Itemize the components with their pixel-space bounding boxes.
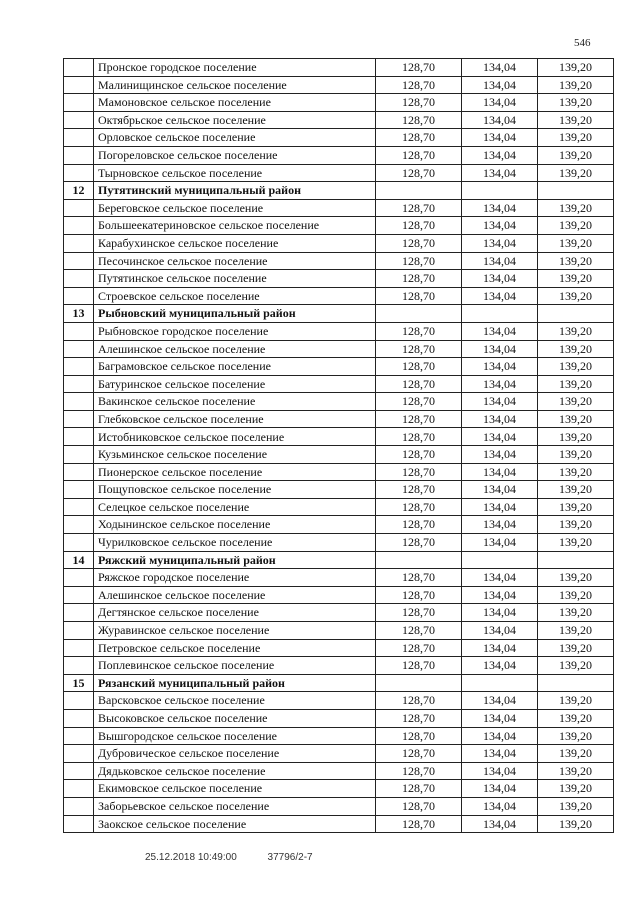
- value-col-2: 134,04: [462, 252, 538, 270]
- table-row: [64, 481, 614, 499]
- settlement-name: Карабухинское сельское поселение: [94, 234, 376, 252]
- value-col-1: 128,70: [376, 586, 462, 604]
- tariff-table: [63, 58, 614, 833]
- value-col-2: [462, 305, 538, 323]
- value-col-2: 134,04: [462, 446, 538, 464]
- settlement-name: Пионерское сельское поселение: [94, 463, 376, 481]
- value-col-3: 139,20: [538, 358, 614, 376]
- table-row: [64, 692, 614, 710]
- district-name: Путятинский муниципальный район: [94, 182, 376, 200]
- value-col-3: 139,20: [538, 498, 614, 516]
- footer: [145, 852, 313, 863]
- value-col-2: 134,04: [462, 657, 538, 675]
- value-col-3: 139,20: [538, 745, 614, 763]
- value-col-3: 139,20: [538, 622, 614, 640]
- row-number: [64, 428, 94, 446]
- table-row: [64, 340, 614, 358]
- district-header-row: [64, 305, 614, 323]
- row-number: [64, 481, 94, 499]
- value-col-3: 139,20: [538, 270, 614, 288]
- value-col-2: [462, 551, 538, 569]
- value-col-1: 128,70: [376, 797, 462, 815]
- table-row: [64, 516, 614, 534]
- row-number: [64, 393, 94, 411]
- row-number: [64, 657, 94, 675]
- value-col-2: 134,04: [462, 481, 538, 499]
- table-row: [64, 463, 614, 481]
- table-row: [64, 322, 614, 340]
- value-col-1: 128,70: [376, 446, 462, 464]
- value-col-2: 134,04: [462, 111, 538, 129]
- row-number: [64, 340, 94, 358]
- value-col-2: 134,04: [462, 639, 538, 657]
- table-row: [64, 252, 614, 270]
- value-col-1: 128,70: [376, 146, 462, 164]
- value-col-3: 139,20: [538, 780, 614, 798]
- value-col-1: 128,70: [376, 692, 462, 710]
- value-col-3: 139,20: [538, 59, 614, 77]
- table-row: [64, 270, 614, 288]
- settlement-name: Алешинское сельское поселение: [94, 340, 376, 358]
- value-col-1: 128,70: [376, 217, 462, 235]
- value-col-3: 139,20: [538, 569, 614, 587]
- value-col-1: 128,70: [376, 375, 462, 393]
- settlement-name: Вакинское сельское поселение: [94, 393, 376, 411]
- row-number: 14: [64, 551, 94, 569]
- settlement-name: Высоковское сельское поселение: [94, 709, 376, 727]
- table-row: [64, 534, 614, 552]
- value-col-3: 139,20: [538, 815, 614, 833]
- table-row: [64, 234, 614, 252]
- value-col-3: 139,20: [538, 340, 614, 358]
- settlement-name: Баграмовское сельское поселение: [94, 358, 376, 376]
- value-col-3: 139,20: [538, 657, 614, 675]
- value-col-1: 128,70: [376, 780, 462, 798]
- value-col-3: [538, 305, 614, 323]
- value-col-1: [376, 182, 462, 200]
- value-col-3: 139,20: [538, 692, 614, 710]
- row-number: 13: [64, 305, 94, 323]
- value-col-3: 139,20: [538, 164, 614, 182]
- settlement-name: Алешинское сельское поселение: [94, 586, 376, 604]
- row-number: [64, 322, 94, 340]
- value-col-2: 134,04: [462, 516, 538, 534]
- value-col-3: 139,20: [538, 252, 614, 270]
- value-col-2: 134,04: [462, 287, 538, 305]
- table-row: [64, 358, 614, 376]
- table-row: [64, 586, 614, 604]
- table-row: [64, 762, 614, 780]
- value-col-3: 139,20: [538, 534, 614, 552]
- row-number: 15: [64, 674, 94, 692]
- row-number: [64, 446, 94, 464]
- value-col-2: 134,04: [462, 76, 538, 94]
- value-col-2: 134,04: [462, 129, 538, 147]
- value-col-3: [538, 551, 614, 569]
- table-row: [64, 94, 614, 112]
- settlement-name: Ходынинское сельское поселение: [94, 516, 376, 534]
- value-col-2: 134,04: [462, 410, 538, 428]
- row-number: [64, 639, 94, 657]
- row-number: [64, 516, 94, 534]
- value-col-1: 128,70: [376, 199, 462, 217]
- settlement-name: Вышгородское сельское поселение: [94, 727, 376, 745]
- table-row: [64, 146, 614, 164]
- value-col-2: 134,04: [462, 762, 538, 780]
- table-row: [64, 657, 614, 675]
- settlement-name: Батуринское сельское поселение: [94, 375, 376, 393]
- settlement-name: Петровское сельское поселение: [94, 639, 376, 657]
- value-col-1: 128,70: [376, 287, 462, 305]
- value-col-2: 134,04: [462, 164, 538, 182]
- value-col-1: 128,70: [376, 234, 462, 252]
- value-col-2: 134,04: [462, 622, 538, 640]
- row-number: [64, 287, 94, 305]
- settlement-name: Мамоновское сельское поселение: [94, 94, 376, 112]
- value-col-1: 128,70: [376, 639, 462, 657]
- value-col-1: [376, 551, 462, 569]
- value-col-2: 134,04: [462, 569, 538, 587]
- table-row: [64, 709, 614, 727]
- value-col-1: 128,70: [376, 410, 462, 428]
- value-col-1: 128,70: [376, 622, 462, 640]
- settlement-name: Строевское сельское поселение: [94, 287, 376, 305]
- row-number: [64, 534, 94, 552]
- table-row: [64, 622, 614, 640]
- settlement-name: Рыбновское городское поселение: [94, 322, 376, 340]
- row-number: [64, 76, 94, 94]
- table-row: [64, 780, 614, 798]
- value-col-3: 139,20: [538, 463, 614, 481]
- settlement-name: Песочинское сельское поселение: [94, 252, 376, 270]
- settlement-name: Заборьевское сельское поселение: [94, 797, 376, 815]
- row-number: [64, 358, 94, 376]
- row-number: [64, 252, 94, 270]
- row-number: [64, 709, 94, 727]
- row-number: [64, 234, 94, 252]
- page-number: 546: [574, 37, 591, 49]
- value-col-2: 134,04: [462, 270, 538, 288]
- value-col-1: 128,70: [376, 59, 462, 77]
- table-row: [64, 164, 614, 182]
- value-col-3: 139,20: [538, 129, 614, 147]
- table-row: [64, 797, 614, 815]
- value-col-3: 139,20: [538, 604, 614, 622]
- value-col-3: 139,20: [538, 111, 614, 129]
- table-row: [64, 815, 614, 833]
- row-number: [64, 745, 94, 763]
- value-col-3: 139,20: [538, 146, 614, 164]
- footer-datetime: 25.12.2018 10:49:00: [145, 852, 237, 863]
- value-col-3: 139,20: [538, 446, 614, 464]
- value-col-2: 134,04: [462, 393, 538, 411]
- value-col-2: 134,04: [462, 815, 538, 833]
- value-col-3: 139,20: [538, 762, 614, 780]
- settlement-name: Орловское сельское поселение: [94, 129, 376, 147]
- value-col-2: 134,04: [462, 340, 538, 358]
- value-col-1: 128,70: [376, 727, 462, 745]
- settlement-name: Селецкое сельское поселение: [94, 498, 376, 516]
- table-body: [64, 59, 614, 833]
- settlement-name: Погореловское сельское поселение: [94, 146, 376, 164]
- value-col-1: 128,70: [376, 569, 462, 587]
- row-number: [64, 94, 94, 112]
- value-col-2: 134,04: [462, 498, 538, 516]
- value-col-3: 139,20: [538, 586, 614, 604]
- value-col-3: 139,20: [538, 410, 614, 428]
- value-col-2: 134,04: [462, 727, 538, 745]
- table-row: [64, 498, 614, 516]
- value-col-1: 128,70: [376, 270, 462, 288]
- value-col-3: 139,20: [538, 375, 614, 393]
- district-name: Ряжский муниципальный район: [94, 551, 376, 569]
- value-col-2: 134,04: [462, 586, 538, 604]
- value-col-2: 134,04: [462, 322, 538, 340]
- settlement-name: Дегтянское сельское поселение: [94, 604, 376, 622]
- table-row: [64, 111, 614, 129]
- row-number: 12: [64, 182, 94, 200]
- row-number: [64, 692, 94, 710]
- value-col-2: 134,04: [462, 797, 538, 815]
- district-header-row: [64, 551, 614, 569]
- value-col-1: 128,70: [376, 762, 462, 780]
- value-col-3: 139,20: [538, 322, 614, 340]
- value-col-3: [538, 182, 614, 200]
- table-row: [64, 217, 614, 235]
- value-col-1: 128,70: [376, 815, 462, 833]
- value-col-3: 139,20: [538, 797, 614, 815]
- row-number: [64, 498, 94, 516]
- row-number: [64, 111, 94, 129]
- settlement-name: Дядьковское сельское поселение: [94, 762, 376, 780]
- value-col-1: 128,70: [376, 129, 462, 147]
- settlement-name: Чурилковское сельское поселение: [94, 534, 376, 552]
- row-number: [64, 780, 94, 798]
- value-col-2: 134,04: [462, 358, 538, 376]
- value-col-1: 128,70: [376, 428, 462, 446]
- row-number: [64, 270, 94, 288]
- row-number: [64, 622, 94, 640]
- value-col-2: 134,04: [462, 604, 538, 622]
- value-col-2: 134,04: [462, 375, 538, 393]
- value-col-3: 139,20: [538, 234, 614, 252]
- value-col-2: 134,04: [462, 709, 538, 727]
- value-col-2: 134,04: [462, 745, 538, 763]
- value-col-1: 128,70: [376, 534, 462, 552]
- row-number: [64, 164, 94, 182]
- table-row: [64, 446, 614, 464]
- row-number: [64, 569, 94, 587]
- settlement-name: Заокское сельское поселение: [94, 815, 376, 833]
- value-col-3: 139,20: [538, 481, 614, 499]
- table-row: [64, 76, 614, 94]
- table-row: [64, 428, 614, 446]
- value-col-3: 139,20: [538, 727, 614, 745]
- row-number: [64, 604, 94, 622]
- settlement-name: Пощуповское сельское поселение: [94, 481, 376, 499]
- row-number: [64, 463, 94, 481]
- table-row: [64, 375, 614, 393]
- row-number: [64, 146, 94, 164]
- value-col-1: 128,70: [376, 498, 462, 516]
- value-col-1: 128,70: [376, 393, 462, 411]
- value-col-2: 134,04: [462, 59, 538, 77]
- settlement-name: Путятинское сельское поселение: [94, 270, 376, 288]
- value-col-1: 128,70: [376, 604, 462, 622]
- settlement-name: Большеекатериновское сельское поселение: [94, 217, 376, 235]
- settlement-name: Кузьминское сельское поселение: [94, 446, 376, 464]
- row-number: [64, 217, 94, 235]
- row-number: [64, 762, 94, 780]
- row-number: [64, 586, 94, 604]
- settlement-name: Поплевинское сельское поселение: [94, 657, 376, 675]
- table-row: [64, 639, 614, 657]
- value-col-1: 128,70: [376, 340, 462, 358]
- table-row: [64, 727, 614, 745]
- value-col-3: 139,20: [538, 76, 614, 94]
- table-row: [64, 745, 614, 763]
- settlement-name: Ряжское городское поселение: [94, 569, 376, 587]
- value-col-2: 134,04: [462, 199, 538, 217]
- value-col-3: 139,20: [538, 94, 614, 112]
- value-col-2: [462, 182, 538, 200]
- table-row: [64, 569, 614, 587]
- row-number: [64, 815, 94, 833]
- value-col-3: 139,20: [538, 217, 614, 235]
- value-col-2: 134,04: [462, 692, 538, 710]
- value-col-1: 128,70: [376, 111, 462, 129]
- district-name: Рыбновский муниципальный район: [94, 305, 376, 323]
- settlement-name: Малинищинское сельское поселение: [94, 76, 376, 94]
- value-col-2: 134,04: [462, 428, 538, 446]
- table-row: [64, 393, 614, 411]
- value-col-1: 128,70: [376, 358, 462, 376]
- value-col-2: 134,04: [462, 146, 538, 164]
- value-col-2: 134,04: [462, 217, 538, 235]
- value-col-1: 128,70: [376, 481, 462, 499]
- value-col-2: 134,04: [462, 234, 538, 252]
- value-col-1: 128,70: [376, 745, 462, 763]
- value-col-1: 128,70: [376, 657, 462, 675]
- value-col-1: 128,70: [376, 76, 462, 94]
- district-name: Рязанский муниципальный район: [94, 674, 376, 692]
- value-col-3: [538, 674, 614, 692]
- table-row: [64, 604, 614, 622]
- footer-document-id: 37796/2-7: [267, 852, 313, 863]
- settlement-name: Журавинское сельское поселение: [94, 622, 376, 640]
- value-col-3: 139,20: [538, 393, 614, 411]
- value-col-1: 128,70: [376, 164, 462, 182]
- value-col-1: 128,70: [376, 322, 462, 340]
- settlement-name: Истобниковское сельское поселение: [94, 428, 376, 446]
- settlement-name: Дубровическое сельское поселение: [94, 745, 376, 763]
- value-col-1: 128,70: [376, 516, 462, 534]
- row-number: [64, 199, 94, 217]
- value-col-3: 139,20: [538, 428, 614, 446]
- row-number: [64, 129, 94, 147]
- settlement-name: Береговское сельское поселение: [94, 199, 376, 217]
- value-col-1: 128,70: [376, 709, 462, 727]
- settlement-name: Тырновское сельское поселение: [94, 164, 376, 182]
- row-number: [64, 410, 94, 428]
- value-col-2: 134,04: [462, 463, 538, 481]
- settlement-name: Варсковское сельское поселение: [94, 692, 376, 710]
- settlement-name: Октябрьское сельское поселение: [94, 111, 376, 129]
- value-col-2: [462, 674, 538, 692]
- table-row: [64, 129, 614, 147]
- value-col-1: 128,70: [376, 252, 462, 270]
- value-col-1: [376, 305, 462, 323]
- value-col-2: 134,04: [462, 94, 538, 112]
- value-col-1: [376, 674, 462, 692]
- value-col-3: 139,20: [538, 709, 614, 727]
- settlement-name: Глебковское сельское поселение: [94, 410, 376, 428]
- value-col-1: 128,70: [376, 463, 462, 481]
- table-row: [64, 287, 614, 305]
- table-row: [64, 199, 614, 217]
- table-row: [64, 410, 614, 428]
- row-number: [64, 727, 94, 745]
- table-row: [64, 59, 614, 77]
- value-col-3: 139,20: [538, 516, 614, 534]
- value-col-3: 139,20: [538, 639, 614, 657]
- row-number: [64, 797, 94, 815]
- row-number: [64, 375, 94, 393]
- value-col-2: 134,04: [462, 780, 538, 798]
- value-col-1: 128,70: [376, 94, 462, 112]
- settlement-name: Екимовское сельское поселение: [94, 780, 376, 798]
- value-col-2: 134,04: [462, 534, 538, 552]
- district-header-row: [64, 674, 614, 692]
- district-header-row: [64, 182, 614, 200]
- value-col-3: 139,20: [538, 199, 614, 217]
- settlement-name: Пронское городское поселение: [94, 59, 376, 77]
- row-number: [64, 59, 94, 77]
- value-col-3: 139,20: [538, 287, 614, 305]
